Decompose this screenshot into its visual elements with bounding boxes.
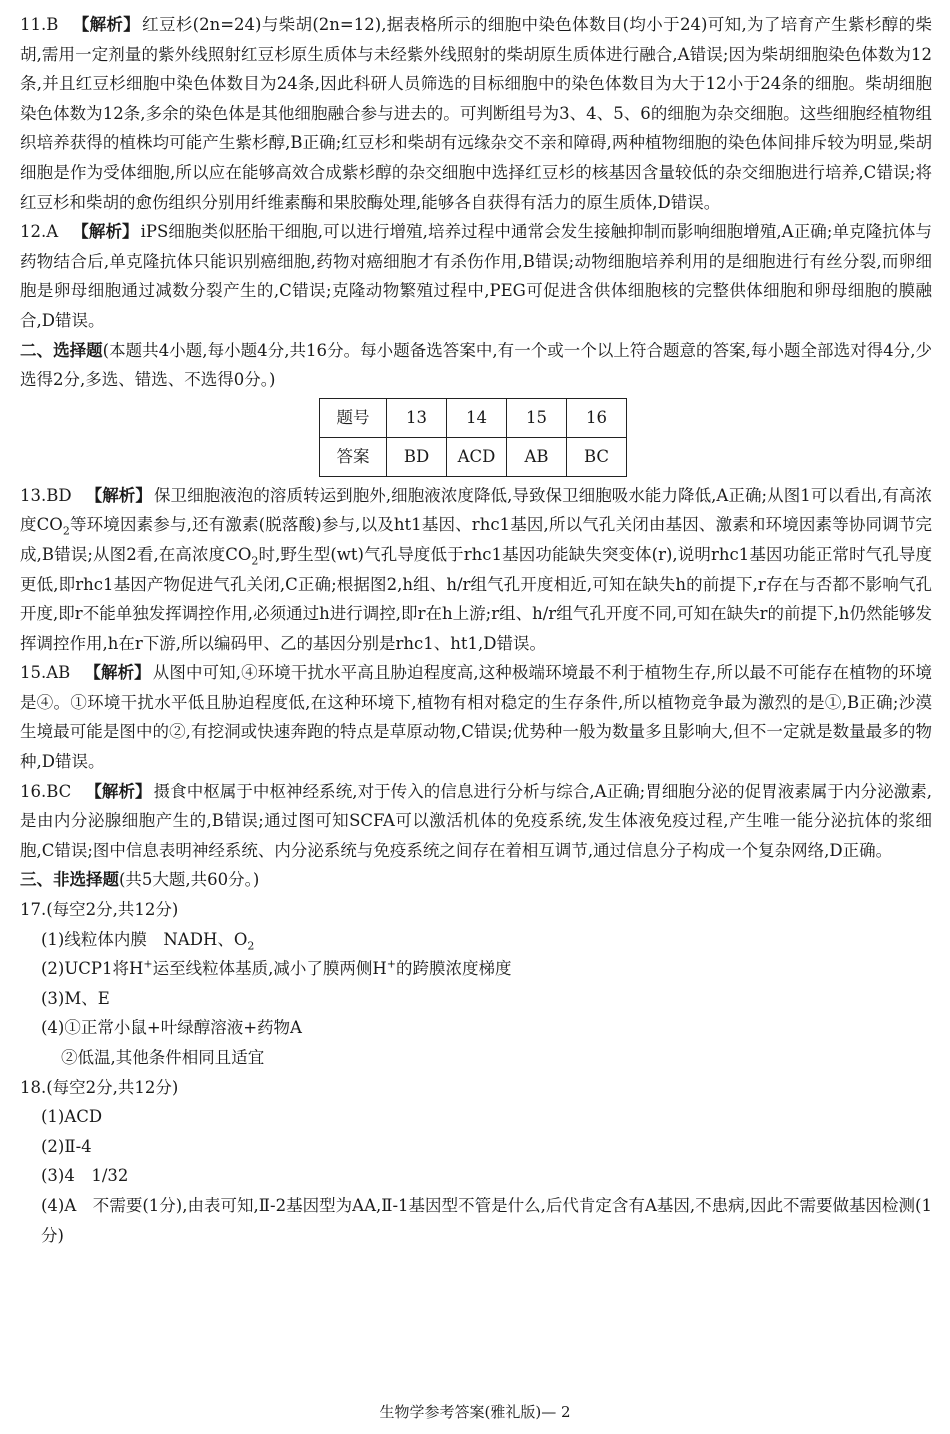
table-cell-answer: BD bbox=[387, 437, 447, 476]
q18-answer-1: (1)ACD bbox=[41, 1107, 103, 1127]
q12-answer: A bbox=[46, 222, 59, 242]
q18-header: 18.(每空2分,共12分) bbox=[20, 1077, 179, 1097]
q11-number: 11. bbox=[20, 15, 47, 34]
q15-answer: AB bbox=[46, 663, 71, 683]
q11-analysis-text: 红豆杉(2n=24)与柴胡(2n=12),据表格所示的细胞中染色体数目(均小于24)可知,为了培育产生紫杉醇的柴胡,需用一定剂量的紫外线照射红豆杉原生质体与未经紫外线照射的柴胡原生质体进行融合,A错误;因为柴胡细胞染色体数为12条,并且红豆杉细胞中染色体数目为24条,因此科研人员筛选的目标细胞中的染色体数目为大于12小于24条的细胞。柴胡细胞染色体数为12条,多余的染色体是其他细胞融合参与进去的。可判断组号为3、4、5、6的细胞为杂交细胞。这些细胞经植物组织培养获得的植株均可能产生紫杉醇,B正确;红豆杉和柴胡有远缘杂交不亲和障碍,两种植物细胞的染色体间排斥较为明显,柴胡细胞是作为受体细胞,所以应在能够高效合成紫杉醇的杂交细胞中选择红豆杉的核基因含量较低的杂交细胞进行培养,C错误;将红豆杉和柴胡的愈伤组织分别用纤维素酶和果胶酶处理,能够各自获得有活力的原生质体,D错误。 bbox=[20, 15, 932, 212]
section-3-title: 三、非选择题 bbox=[20, 870, 119, 890]
q17-answer-1-text: (1)线粒体内膜 NADH、O bbox=[41, 929, 248, 949]
q13-analysis-tag: 【解析】 bbox=[85, 485, 152, 505]
q16-answer: BC bbox=[46, 781, 72, 801]
q13-analysis-text: 时,野生型(wt)气孔导度低于rhc1基因功能缺失突变体(r),说明rhc1基因功能正常时气孔导度更低,即rhc1基因产物促进气孔关闭,C正确;根据图2,h组、h/r组气孔开度相近,可知在缺失h的前提下,r存在与否都不影响气孔开度,即r不能单独发挥调控作用,必须通过h进行调控,即r在h上游;r组、h/r组气孔开度不同,可知在缺失r的前提下,h仍然能够发挥调控作用,h在r下游,所以编码甲、乙的基因分别是rhc1、ht1,D错误。 bbox=[20, 544, 933, 653]
question-11 bbox=[20, 10, 932, 217]
table-cell-answer: ACD bbox=[447, 437, 507, 476]
co2-subscript: 2 bbox=[251, 554, 259, 568]
q18-answer-4: (4)A 不需要(1分),由表可知,Ⅱ-2基因型为AA,Ⅱ-1基因型不管是什么,后代肯定含有A基因,不患病,因此不需要做基因检测(1分) bbox=[41, 1195, 932, 1245]
q13-number: 13. bbox=[20, 485, 47, 505]
page-footer: 生物学参考答案(雅礼版)— 2 bbox=[379, 1403, 571, 1421]
question-18 bbox=[20, 1073, 932, 1251]
q16-number: 16. bbox=[20, 781, 47, 801]
table-cell-number: 16 bbox=[567, 398, 627, 437]
h-plus-superscript: + bbox=[386, 957, 396, 971]
question-15 bbox=[20, 658, 932, 776]
q17-answer-1 bbox=[20, 925, 932, 955]
q17-answer-2-text: (2)UCP1将H bbox=[41, 959, 144, 979]
q16-analysis-text: 摄食中枢属于中枢神经系统,对于传入的信息进行分析与综合,A正确;胃细胞分泌的促胃液素属于内分泌激素,是由内分泌腺细胞产生的,B错误;通过图可知SCFA可以激活机体的免疫系统,发生体液免疫过程,产生唯一能分泌抗体的浆细胞,C错误;图中信息表明神经系统、内分泌系统与免疫系统之间存在着相互调节,通过信息分子构成一个复杂网络,D正确。 bbox=[20, 781, 932, 860]
answer-table bbox=[319, 398, 627, 477]
q17-answer-4: (4)①正常小鼠+叶绿醇溶液+药物A bbox=[41, 1018, 302, 1038]
table-label-answer: 答案 bbox=[320, 437, 387, 476]
q12-analysis-text: iPS细胞类似胚胎干细胞,可以进行增殖,培养过程中通常会发生接触抑制而影响细胞增殖,A正确;单克隆抗体与药物结合后,单克隆抗体只能识别癌细胞,药物对癌细胞才有杀伤作用,B错误;动物细胞培养利用的是细胞进行有丝分裂,而卵细胞是卵母细胞通过减数分裂产生的,C错误;克隆动物繁殖过程中,PEG可促进含供体细胞核的完整供体细胞和卵母细胞的膜融合,D错误。 bbox=[20, 222, 932, 330]
q17-answer-2-text: 运至线粒体基质,减小了膜两侧H bbox=[152, 959, 387, 979]
q12-analysis-tag: 【解析】 bbox=[72, 222, 139, 242]
q17-answer-3: (3)M、E bbox=[41, 988, 110, 1008]
q17-answer-4b: ②低温,其他条件相同且适宜 bbox=[61, 1048, 265, 1067]
q18-answer-2: (2)Ⅱ-4 bbox=[41, 1136, 92, 1156]
table-cell-answer: AB bbox=[507, 437, 567, 476]
q13-answer: BD bbox=[46, 485, 72, 505]
question-13 bbox=[20, 481, 932, 659]
co2-subscript: 2 bbox=[62, 524, 70, 538]
h-plus-superscript: + bbox=[143, 957, 153, 971]
table-cell-number: 15 bbox=[507, 398, 567, 437]
table-label-number: 题号 bbox=[320, 398, 387, 437]
answer-table-row-numbers bbox=[320, 398, 627, 437]
q11-answer: B bbox=[46, 15, 59, 34]
question-16 bbox=[20, 777, 932, 866]
answer-content bbox=[20, 10, 932, 1250]
table-cell-number: 13 bbox=[387, 398, 447, 437]
section-3-heading bbox=[20, 865, 932, 895]
q15-number: 15. bbox=[20, 663, 47, 683]
q15-analysis-tag: 【解析】 bbox=[84, 663, 151, 683]
q17-header: 17.(每空2分,共12分) bbox=[20, 900, 179, 920]
table-cell-answer: BC bbox=[567, 437, 627, 476]
q13-analysis-text: 等环境因素参与,还有激素(脱落酸)参与,以及ht1基因、rhc1基因,所以气孔关闭由基因、激素和环境因素等协同调节完成,B错误;从图2看,在高浓度CO bbox=[20, 515, 933, 564]
q13-analysis-text: 保卫细胞液泡的溶质转运到胞外,细胞液浓度降低,导致保卫细胞吸水能力降低,A正确;从图1可以看出,有高浓度CO bbox=[20, 485, 933, 535]
q15-analysis-text: 从图中可知,④环境干扰水平高且胁迫程度高,这种极端环境最不利于植物生存,所以最不可能存在植物的环境是④。①环境干扰水平低且胁迫程度低,在这种环境下,植物有相对稳定的生存条件,所以植物竞争最为激烈的是①,B正确;沙漠生境最可能是图中的②,有挖洞或快速奔跑的特点是草原动物,C错误;优势种一般为数量多且影响大,但不一定就是数量最多的物种,D错误。 bbox=[20, 663, 932, 772]
question-17 bbox=[20, 895, 932, 1073]
q17-answer-2-text: 的跨膜浓度梯度 bbox=[395, 959, 512, 979]
q11-analysis-tag: 【解析】 bbox=[72, 15, 141, 34]
section-3-desc: (共5大题,共60分。) bbox=[119, 870, 260, 890]
q12-number: 12. bbox=[20, 222, 47, 242]
table-cell-number: 14 bbox=[447, 398, 507, 437]
q17-answer-2 bbox=[20, 954, 932, 984]
section-2-desc: (本题共4小题,每小题4分,共16分。每小题备选答案中,有一个或一个以上符合题意的答案,每小题全部选对得4分,少选得2分,多选、错选、不选得0分。) bbox=[20, 340, 932, 390]
q16-analysis-tag: 【解析】 bbox=[85, 781, 152, 801]
section-2-title: 二、选择题 bbox=[20, 340, 103, 360]
o2-subscript: 2 bbox=[247, 938, 255, 952]
q18-answer-3: (3)4 1/32 bbox=[41, 1166, 129, 1186]
question-12 bbox=[20, 217, 932, 335]
answer-table-row-answers bbox=[320, 437, 627, 476]
section-2-heading bbox=[20, 336, 932, 395]
